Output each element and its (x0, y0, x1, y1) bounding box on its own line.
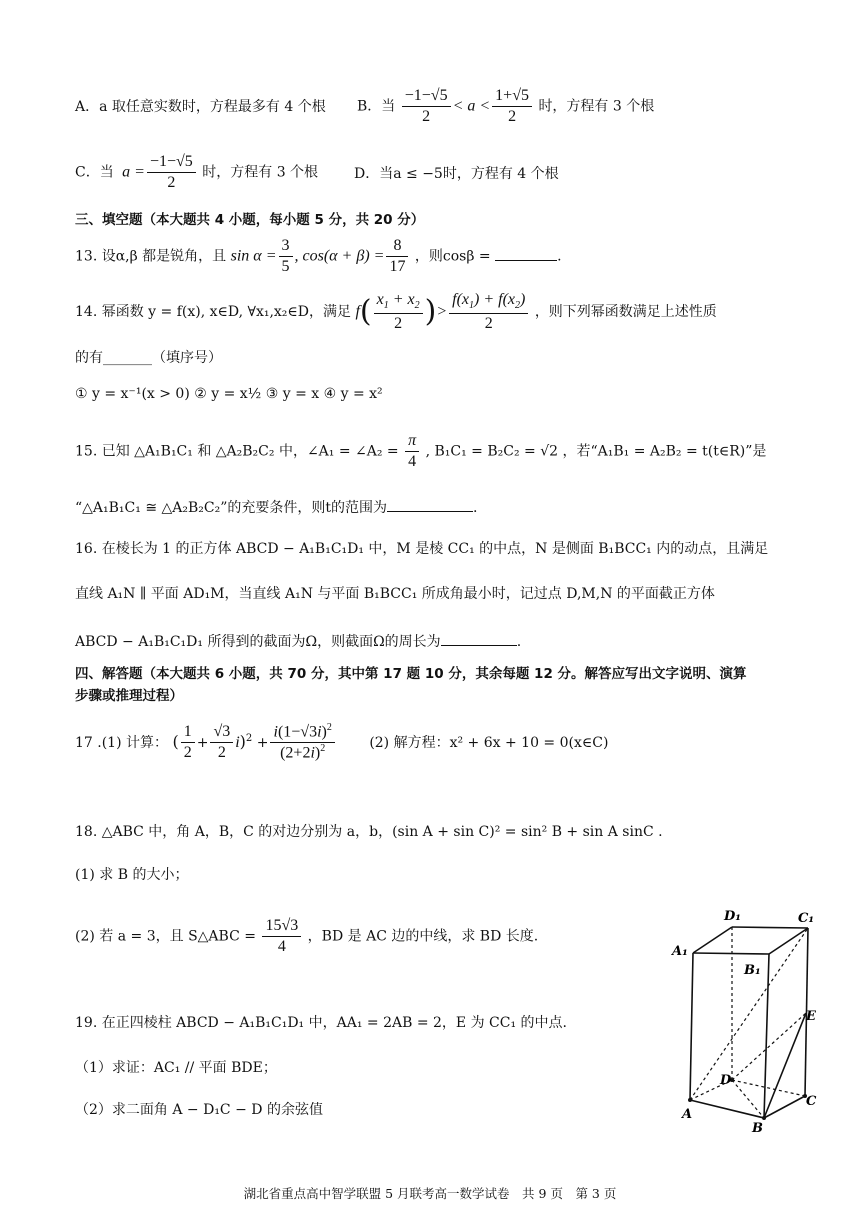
q12-option-a: A．a 取任意实数时，方程最多有 4 个根 (75, 99, 326, 115)
fraction: $\frac{-1-√5}{2}$ (402, 86, 451, 127)
question-18-part-1: (1) 求 B 的大小； (75, 867, 189, 883)
question-16-line-2: 直线 A₁N ∥ 平面 AD₁M，当直线 A₁N 与平面 B₁BCC₁ 所成角最小时，记过点 D,M,N 的平面截正方体 (75, 586, 715, 602)
question-14-line-2: 的有_______（填序号） (75, 350, 222, 366)
question-17: 17 .(1) 计算： ( $\frac{1}{2}$ + $\frac{√3}{2}$ i)$^2$ + $\frac{i(1-√3i)^2}{(2+2i)^2}$ (2) 解方程：x² + 6x + 10 = 0(x∈C) (75, 722, 609, 762)
section-4-heading-2: 步骤或推理过程） (75, 688, 183, 704)
question-19: 19. 在正四棱柱 ABCD − A₁B₁C₁D₁ 中，AA₁ = 2AB = 2，E 为 CC₁ 的中点. (75, 1015, 567, 1031)
fraction: $\frac{\pi}{4}$ (405, 431, 419, 472)
question-19-part-2: （2）求二面角 A − D₁C − D 的余弦值 (75, 1102, 323, 1118)
answer-blank[interactable] (387, 497, 473, 512)
fraction: $\frac{f(x_1) + f(x_2)}{2}$ (449, 290, 528, 334)
question-14: 14. 幂函数 y = f(x), x∈D, ∀x₁,x₂∈D，满足 f( $\frac{x_1 + x_2}{2}$ )> $\frac{f(x_1) + f(x_2)}{2}$ ，则下列幂函数满足上述性质 (75, 291, 717, 332)
answer-blank[interactable] (495, 246, 557, 261)
fraction: $\frac{i(1-√3i)^2}{(2+2i)^2}$ (270, 722, 334, 764)
fraction: $\frac{15√3}{4}$ (262, 916, 301, 957)
answer-blank[interactable] (441, 631, 517, 646)
fraction: $\frac{8}{17}$ (386, 236, 408, 277)
page-footer: 湖北省重点高中智学联盟 5 月联考高一数学试卷 共 9 页 第 3 页 (243, 1186, 617, 1201)
question-18: 18. △ABC 中，角 A，B，C 的对边分别为 a，b，(sin A + sin C)² = sin² B + sin A sinC . (75, 824, 663, 840)
question-18-part-2: (2) 若 a = 3，且 S△ABC = $\frac{15√3}{4}$ ，BD 是 AC 边的中线，求 BD 长度. (75, 917, 539, 955)
fraction: $\frac{-1-√5}{2}$ (147, 152, 196, 193)
label-c1: C₁ (798, 911, 815, 926)
fraction: $\frac{x_1 + x_2}{2}$ (374, 290, 423, 334)
label-a1: A₁ (672, 944, 688, 959)
fraction: $\frac{1}{2}$ (181, 722, 195, 763)
fraction: $\frac{1+√5}{2}$ (492, 86, 532, 127)
fraction: $\frac{√3}{2}$ (210, 722, 233, 763)
q12-option-c: C．当 a = $\frac{-1-√5}{2}$ 时，方程有 3 个根 (75, 153, 319, 191)
section-4-heading: 四、解答题（本大题共 6 小题，共 70 分，其中第 17 题 10 分，其余每题 12 分。解答应写出文字说明、演算 (75, 666, 747, 682)
question-14-options: ① y = x⁻¹(x > 0) ② y = x½ ③ y = x ④ y = x² (75, 386, 383, 402)
prism-figure (666, 900, 826, 1140)
q12-option-b: B．当 $\frac{-1-√5}{2}$ < a < $\frac{1+√5}{2}$ 时，方程有 3 个根 (357, 87, 655, 125)
question-19-part-1: （1）求证：AC₁ // 平面 BDE； (75, 1060, 277, 1076)
question-16-line-1: 16. 在棱长为 1 的正方体 ABCD − A₁B₁C₁D₁ 中，M 是棱 CC₁ 的中点，N 是侧面 B₁BCC₁ 内的动点，且满足 (75, 541, 769, 557)
label-e: E (806, 1009, 816, 1024)
question-15: 15. 已知 △A₁B₁C₁ 和 △A₂B₂C₂ 中，∠A₁ = ∠A₂ = $\frac{\pi}{4}$ , B₁C₁ = B₂C₂ = √2 ，若“A₁B₁ = A₂B₂ = t(t∈R)”是 (75, 432, 767, 470)
question-13: 13. 设α,β 都是锐角，且 sin α = $\frac{3}{5}$ , cos(α + β) = $\frac{8}{17}$ ，则cosβ = . (75, 237, 562, 275)
label-c: C (806, 1094, 817, 1109)
label-d: D (720, 1073, 732, 1088)
label-d1: D₁ (724, 909, 741, 924)
label-a: A (682, 1107, 693, 1122)
question-16-line-3: ABCD − A₁B₁C₁D₁ 所得到的截面为Ω，则截面Ω的周长为 . (75, 631, 521, 651)
fraction: $\frac{3}{5}$ (279, 236, 293, 277)
label-b1: B₁ (744, 963, 761, 978)
question-15-line-2: “△A₁B₁C₁ ≅ △A₂B₂C₂”的充要条件，则t的范围为 . (75, 497, 477, 517)
q12-option-d: D．当a ≤ −5时，方程有 4 个根 (354, 166, 559, 182)
label-b: B (752, 1121, 763, 1136)
section-3-heading: 三、填空题（本大题共 4 小题，每小题 5 分，共 20 分） (75, 212, 425, 228)
